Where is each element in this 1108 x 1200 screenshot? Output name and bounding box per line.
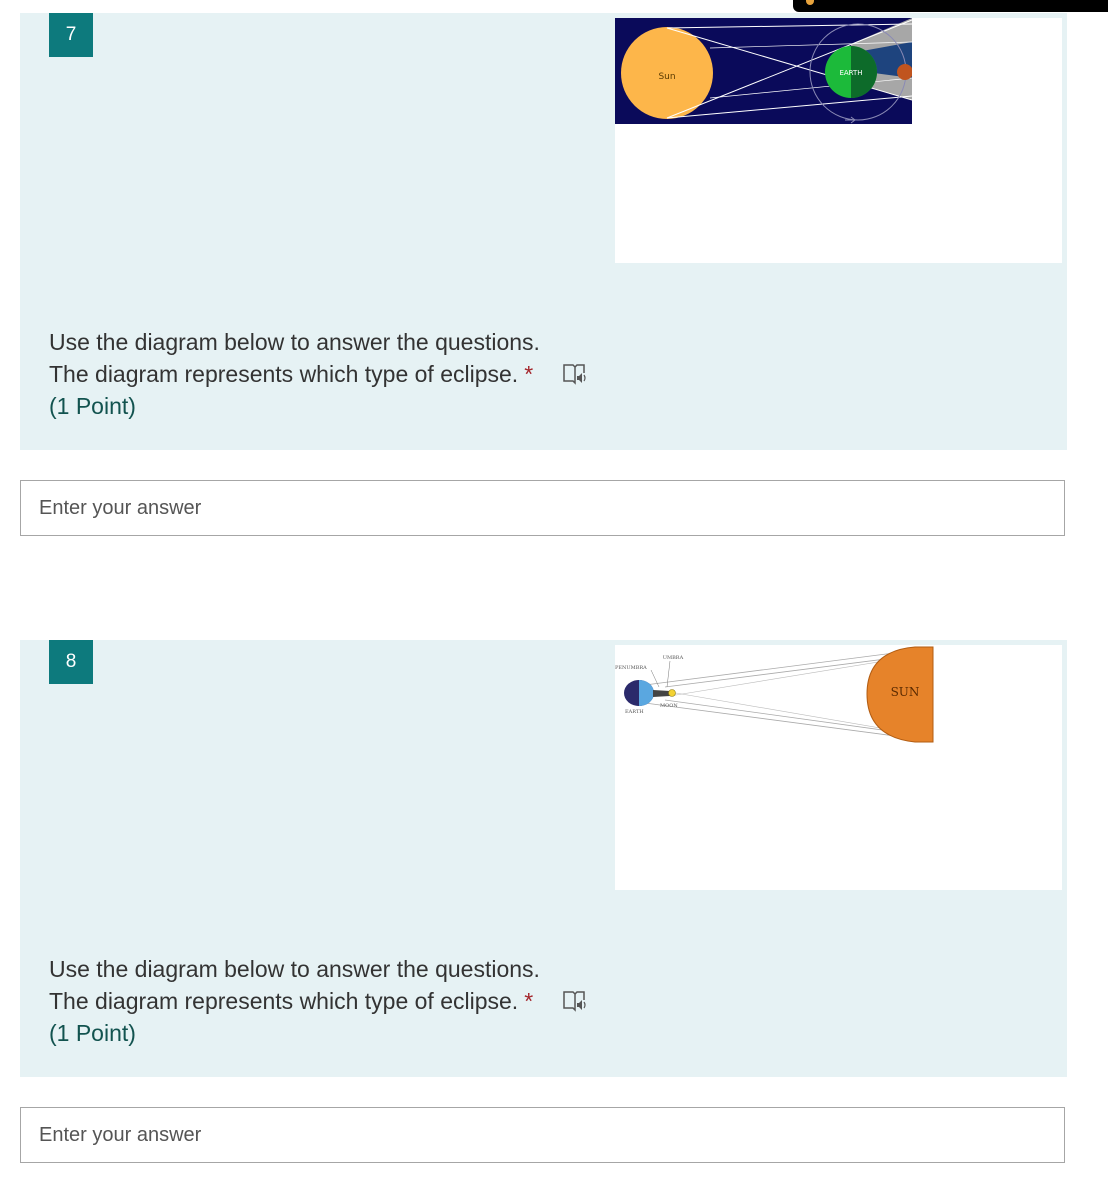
question-prompt: The diagram represents which type of eclipse. — [49, 361, 519, 387]
sun-label: SUN — [890, 685, 920, 699]
umbra-shadow — [653, 690, 670, 697]
answer-input[interactable] — [21, 1108, 1064, 1162]
top-window-bar — [793, 0, 1108, 12]
immersive-reader-icon[interactable] — [562, 362, 588, 386]
required-marker: * — [524, 361, 534, 387]
question-title — [49, 358, 588, 390]
moon-label: MOON — [660, 703, 678, 709]
question-intro: Use the diagram below to answer the questions. — [49, 956, 540, 982]
question-points: (1 Point) — [49, 1020, 136, 1046]
answer-box-8 — [20, 1107, 1065, 1163]
answer-box-7 — [20, 480, 1065, 536]
earth-label: EARTH — [625, 709, 644, 715]
question-title — [49, 985, 588, 1017]
question-card-8 — [20, 640, 1067, 1077]
question-number-badge: 7 — [49, 13, 93, 57]
question-number-badge: 8 — [49, 640, 93, 684]
question-intro: Use the diagram below to answer the questions. — [49, 329, 540, 355]
answer-input[interactable] — [21, 481, 1064, 535]
question-prompt: The diagram represents which type of eclipse. — [49, 988, 519, 1014]
moon-shape — [669, 690, 676, 697]
question-image — [615, 645, 1062, 890]
question-text — [49, 953, 588, 1049]
earth-label: EARTH — [839, 69, 863, 77]
required-marker: * — [524, 988, 534, 1014]
umbra-label: UMBRA — [662, 655, 684, 661]
question-points: (1 Point) — [49, 393, 136, 419]
lunar-eclipse-diagram — [615, 18, 912, 124]
question-image — [615, 18, 1062, 263]
question-card-7 — [20, 13, 1067, 450]
solar-eclipse-diagram — [615, 645, 945, 755]
question-text — [49, 326, 588, 422]
immersive-reader-icon[interactable] — [562, 989, 588, 1013]
penumbra-label: PENUMBRA — [615, 665, 647, 671]
sun-label: Sun — [658, 72, 676, 82]
